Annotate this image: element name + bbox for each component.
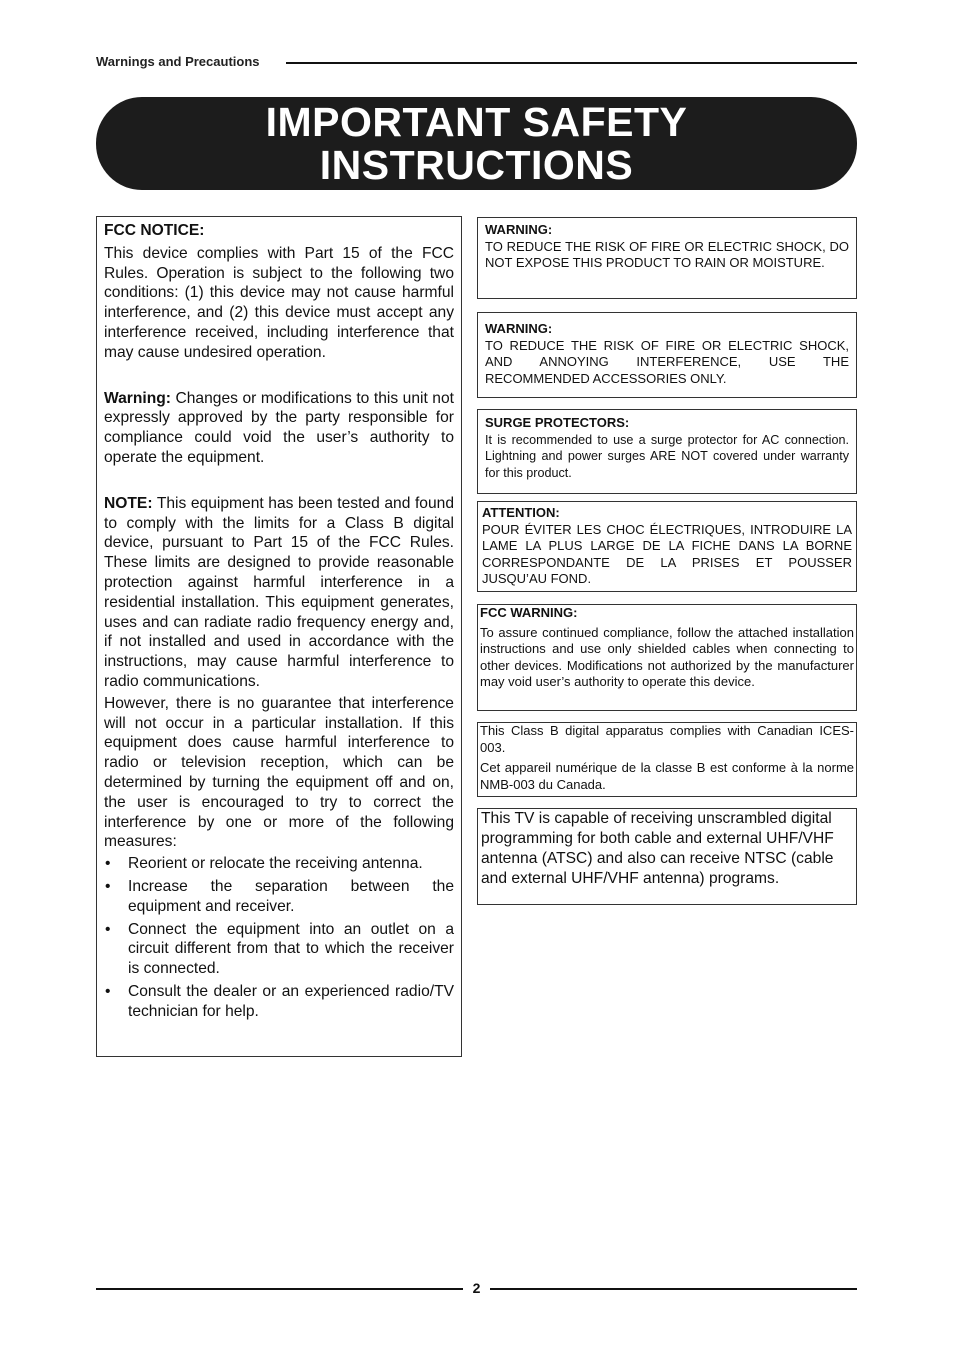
surge-protectors-box (477, 409, 857, 494)
bullet-icon: • (105, 877, 111, 895)
title-line-1: IMPORTANT SAFETY (265, 98, 688, 145)
attention-heading: ATTENTION: (482, 505, 560, 520)
measures-list (104, 854, 454, 1021)
list-item (104, 877, 454, 917)
measure-text: Connect the equipment into an outlet on a circuit different from that to which the receiver is connected. (128, 920, 454, 978)
warning-box-accessories-heading: WARNING: (485, 321, 553, 336)
warning-box-accessories-body: TO REDUCE THE RISK OF FIRE OR ELECTRIC SHOCK, AND ANNOYING INTERFERENCE, USE THE RECOMMENDED ACCESSORIES ONLY. (485, 337, 849, 386)
footer-rule-right (490, 1288, 857, 1290)
canada-compliance-box (477, 722, 857, 797)
however-paragraph: However, there is no guarantee that interference will not occur in a particular installation. If this equipment does cause harmful interference to radio or television reception, which can be determined by turning the equipment off and on, the user is encouraged to try to correct the interference by one or more of the following measures: (104, 694, 454, 851)
note-paragraph (104, 494, 454, 692)
measure-text: Reorient or relocate the receiving antenna. (128, 855, 423, 873)
warning-paragraph (104, 389, 454, 468)
fcc-warning-box (477, 604, 857, 711)
canada-french-text: Cet appareil numérique de la classe B est conforme à la norme NMB-003 du Canada. (480, 760, 854, 792)
warning-box-rain (477, 217, 857, 299)
fcc-notice-body: This device complies with Part 15 of the FCC Rules. Operation is subject to the following two conditions: (1) this device may not cause harmful interference, and (2) this device must accept any interference received, including interference that may cause undesired operation. (104, 244, 454, 361)
bullet-icon: • (105, 855, 111, 873)
page-number: 2 (472, 1280, 481, 1296)
canada-english-text: This Class B digital apparatus complies with Canadian ICES-003. (480, 723, 854, 755)
measure-text: Consult the dealer or an experienced radio/TV technician for help. (128, 982, 454, 1020)
attention-body: POUR ÉVITER LES CHOC ÉLECTRIQUES, INTRODUIRE LA LAME LA PLUS LARGE DE LA FICHE DANS LA BORNE CORRESPONDANTE DE LA PRISES ET POUSSER JUSQU’AU FOND. (482, 521, 852, 587)
warning-box-accessories (477, 312, 857, 398)
bullet-icon: • (105, 982, 111, 1000)
section-label: Warnings and Precautions (96, 54, 260, 69)
note-body: This equipment has been tested and found to comply with the limits for a Class B digital device, pursuant to Part 15 of the FCC Rules. These limits are designed to provide reasonable protection against harmful interference in a residential installation. This equipment generates, uses and can radiate radio frequency energy and, if not installed and used in accordance with the instructions, may cause harmful interference to radio communications. (104, 494, 454, 690)
list-item (104, 920, 454, 979)
header-rule (286, 62, 857, 64)
fcc-warning-heading: FCC WARNING: (480, 605, 578, 620)
tv-capability-box (477, 808, 857, 905)
bullet-icon: • (105, 920, 111, 938)
surge-protectors-body: It is recommended to use a surge protector for AC connection. Lightning and power surges ARE NOT covered under warranty for this product. (485, 432, 849, 480)
warning-box-rain-heading: WARNING: (485, 222, 553, 237)
measure-text: Increase the separation between the equipment and receiver. (128, 877, 454, 915)
fcc-notice-heading: FCC NOTICE: (104, 222, 205, 239)
fcc-notice-box (96, 216, 462, 1057)
warning-body: Changes or modifications to this unit not expressly approved by the party responsible for compliance could void the user’s authority to operate the equipment. (104, 389, 454, 466)
tv-capability-text: This TV is capable of receiving unscrambled digital programming for both cable and external UHF/VHF antenna (ATSC) and also can receive NTSC (cable and external UHF/VHF antenna) programs. (481, 810, 834, 887)
attention-box (477, 501, 857, 592)
title-banner (96, 97, 857, 190)
warning-box-rain-body: TO REDUCE THE RISK OF FIRE OR ELECTRIC SHOCK, DO NOT EXPOSE THIS PRODUCT TO RAIN OR MOISTURE. (485, 238, 849, 271)
title-line-2: INSTRUCTIONS (319, 141, 634, 188)
list-item (104, 854, 454, 874)
note-lead: NOTE: (104, 494, 153, 512)
surge-protectors-heading: SURGE PROTECTORS: (485, 415, 630, 430)
footer-rule-left (96, 1288, 463, 1290)
list-item (104, 982, 454, 1022)
fcc-warning-body: To assure continued compliance, follow the attached installation instructions and use only shielded cables when connecting to other devices. Modifications not authorized by the manufacturer may void user’s authority to operate this device. (480, 624, 854, 690)
warning-lead: Warning: (104, 389, 171, 407)
